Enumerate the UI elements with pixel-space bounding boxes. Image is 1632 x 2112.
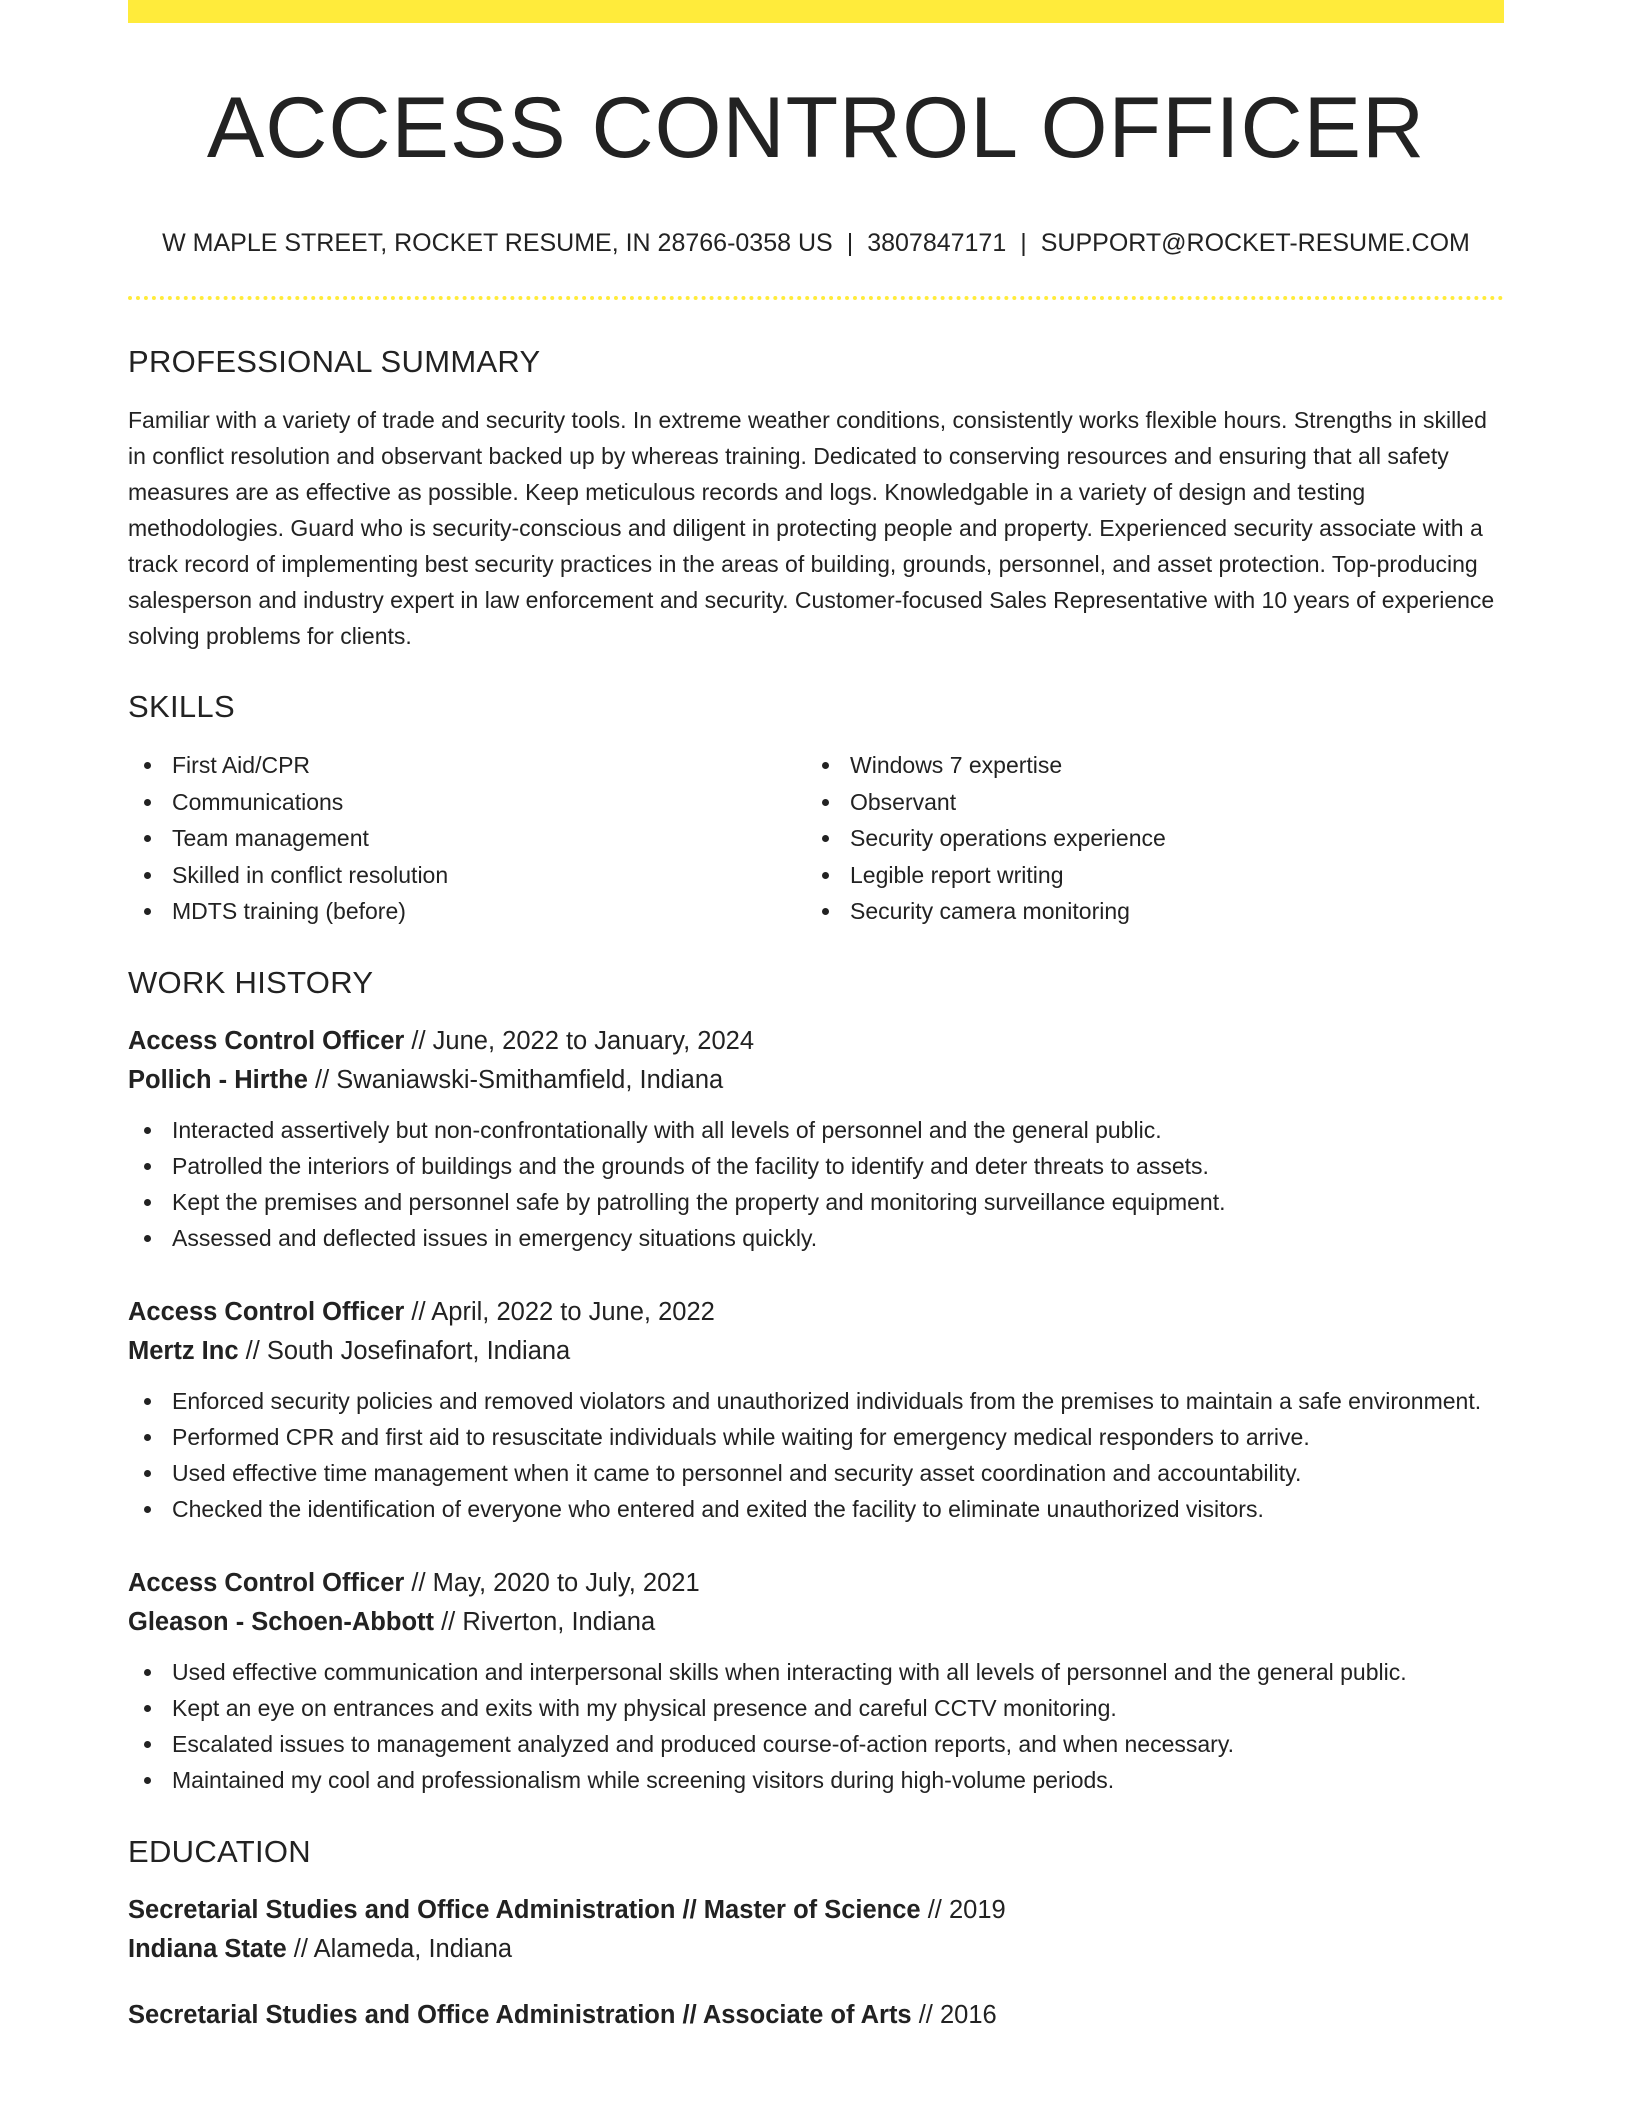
job-location: // South Josefinafort, Indiana bbox=[238, 1336, 571, 1365]
duty-item bbox=[128, 1383, 1504, 1419]
duty-item bbox=[128, 1654, 1504, 1690]
contact-phone: 3807847171 bbox=[867, 229, 1007, 257]
skill-label: Observant bbox=[850, 788, 957, 815]
job-role: Access Control Officer bbox=[128, 1568, 405, 1597]
duty-text: Enforced security policies and removed violators and unauthorized individuals from the premises to maintain a safe environment. bbox=[172, 1387, 1482, 1414]
job-role: Access Control Officer bbox=[128, 1297, 405, 1326]
duty-text: Checked the identification of everyone who entered and exited the facility to eliminate unauthorized visitors. bbox=[172, 1495, 1264, 1522]
skill-label: MDTS training (before) bbox=[172, 898, 406, 924]
bullet-icon bbox=[144, 1777, 151, 1784]
bullet-icon bbox=[144, 1741, 151, 1748]
duty-item bbox=[128, 1762, 1504, 1798]
bullet-icon bbox=[144, 1199, 151, 1206]
resume-title: ACCESS CONTROL OFFICER bbox=[206, 80, 1426, 176]
bullet-icon bbox=[144, 1398, 151, 1405]
skill-item bbox=[806, 893, 1484, 930]
skills-left-column bbox=[128, 747, 806, 930]
bullet-icon bbox=[822, 872, 829, 879]
bullet-icon bbox=[144, 1163, 151, 1170]
skill-label: Team management bbox=[172, 825, 369, 851]
job-company-line bbox=[128, 1603, 1504, 1642]
skills-grid bbox=[128, 747, 1504, 930]
education-year: // 2019 bbox=[920, 1895, 1006, 1924]
contact-email: SUPPORT@ROCKET-RESUME.COM bbox=[1040, 229, 1470, 257]
duty-item bbox=[128, 1148, 1504, 1184]
bullet-icon bbox=[822, 762, 829, 769]
skill-label: Communications bbox=[172, 788, 344, 815]
job-duties bbox=[128, 1383, 1504, 1527]
bullet-icon bbox=[822, 799, 829, 806]
skill-item bbox=[128, 857, 806, 894]
job-company-line bbox=[128, 1332, 1504, 1371]
work-history-heading: WORK HISTORY bbox=[128, 964, 374, 1000]
education-entry bbox=[128, 1996, 1504, 2035]
job-entry bbox=[128, 1293, 1504, 1527]
contact-separator: | bbox=[846, 229, 854, 257]
skill-item bbox=[128, 893, 806, 930]
job-company: Mertz Inc bbox=[128, 1336, 239, 1365]
bullet-icon bbox=[144, 872, 151, 879]
bullet-icon bbox=[144, 835, 151, 842]
education-school-line bbox=[128, 1930, 1504, 1969]
bullet-icon bbox=[144, 762, 151, 769]
job-role-line bbox=[128, 1022, 1504, 1061]
bullet-icon bbox=[144, 1506, 151, 1513]
bullet-icon bbox=[144, 1669, 151, 1676]
duty-text: Kept an eye on entrances and exits with my physical presence and careful CCTV monitoring. bbox=[172, 1694, 1117, 1721]
bullet-icon bbox=[144, 1705, 151, 1712]
duty-item bbox=[128, 1455, 1504, 1491]
duty-text: Assessed and deflected issues in emergency situations quickly. bbox=[172, 1224, 818, 1251]
contact-separator: | bbox=[1020, 229, 1027, 257]
skill-item bbox=[806, 784, 1484, 821]
job-location: // Swaniawski-Smithamfield, Indiana bbox=[307, 1065, 724, 1094]
job-company: Gleason - Schoen-Abbott bbox=[128, 1607, 434, 1636]
duty-item bbox=[128, 1491, 1504, 1527]
skill-label: Security camera monitoring bbox=[850, 898, 1130, 924]
duty-item bbox=[128, 1726, 1504, 1762]
skill-item bbox=[806, 747, 1484, 784]
education-degree: Secretarial Studies and Office Administration // Master of Science bbox=[128, 1895, 921, 1924]
job-location: // Riverton, Indiana bbox=[434, 1607, 656, 1636]
top-accent-bar bbox=[128, 0, 1504, 23]
bullet-icon bbox=[144, 1434, 151, 1441]
duty-item bbox=[128, 1112, 1504, 1148]
skill-item bbox=[806, 857, 1484, 894]
job-duties bbox=[128, 1112, 1504, 1256]
skill-label: Skilled in conflict resolution bbox=[172, 861, 449, 888]
job-dates: // April, 2022 to June, 2022 bbox=[404, 1297, 715, 1326]
duty-text: Kept the premises and personnel safe by patrolling the property and monitoring surveillance equipment. bbox=[172, 1188, 1226, 1215]
job-company: Pollich - Hirthe bbox=[128, 1065, 308, 1094]
education-degree: Secretarial Studies and Office Administration // Associate of Arts bbox=[128, 2000, 912, 2029]
skill-item bbox=[806, 820, 1484, 857]
duty-text: Interacted assertively but non-confrontationally with all levels of personnel and the general public. bbox=[172, 1116, 1162, 1143]
bullet-icon bbox=[822, 835, 829, 842]
duty-item bbox=[128, 1184, 1504, 1220]
contact-line bbox=[128, 231, 1504, 256]
contact-address: W MAPLE STREET, ROCKET RESUME, IN 28766-0358 US bbox=[162, 229, 833, 257]
education-location: // Alameda, Indiana bbox=[286, 1934, 513, 1963]
job-role-line bbox=[128, 1564, 1504, 1603]
job-role: Access Control Officer bbox=[128, 1026, 405, 1055]
duty-item bbox=[128, 1690, 1504, 1726]
duty-item bbox=[128, 1419, 1504, 1455]
education-school: Indiana State bbox=[128, 1934, 287, 1963]
duty-item bbox=[128, 1220, 1504, 1256]
summary-heading: PROFESSIONAL SUMMARY bbox=[128, 344, 541, 379]
skill-label: Legible report writing bbox=[850, 861, 1064, 888]
skill-label: Security operations experience bbox=[850, 825, 1166, 851]
skill-label: First Aid/CPR bbox=[172, 752, 311, 778]
bullet-icon bbox=[144, 1235, 151, 1242]
skill-item bbox=[128, 784, 806, 821]
duty-text: Maintained my cool and professionalism while screening visitors during high-volume periods. bbox=[172, 1766, 1115, 1793]
job-duties bbox=[128, 1654, 1504, 1798]
job-role-line bbox=[128, 1293, 1504, 1332]
resume-page bbox=[128, 0, 1504, 2035]
education-heading: EDUCATION bbox=[128, 1833, 311, 1869]
duty-text: Patrolled the interiors of buildings and the grounds of the facility to identify and deter threats to assets. bbox=[172, 1152, 1209, 1179]
skill-item bbox=[128, 820, 806, 857]
bullet-icon bbox=[144, 1127, 151, 1134]
bullet-icon bbox=[144, 799, 151, 806]
bullet-icon bbox=[144, 1470, 151, 1477]
education-entry bbox=[128, 1891, 1504, 1969]
job-dates: // May, 2020 to July, 2021 bbox=[404, 1568, 700, 1597]
skill-label: Windows 7 expertise bbox=[850, 752, 1063, 778]
education-degree-line bbox=[128, 1891, 1504, 1930]
skills-right-column bbox=[806, 747, 1484, 930]
job-entry bbox=[128, 1564, 1504, 1798]
duty-text: Escalated issues to management analyzed and produced course-of-action reports, and when necessary. bbox=[172, 1730, 1235, 1757]
bullet-icon bbox=[822, 908, 829, 915]
skill-item bbox=[128, 747, 806, 784]
dotted-divider bbox=[128, 296, 1504, 300]
job-company-line bbox=[128, 1061, 1504, 1100]
job-entry bbox=[128, 1022, 1504, 1256]
education-degree-line bbox=[128, 1996, 1504, 2035]
duty-text: Used effective communication and interpersonal skills when interacting with all levels of personnel and the general public. bbox=[172, 1658, 1407, 1685]
duty-text: Used effective time management when it came to personnel and security asset coordination and accountability. bbox=[172, 1459, 1302, 1486]
skills-heading: SKILLS bbox=[128, 689, 235, 724]
education-year: // 2016 bbox=[911, 2000, 997, 2029]
summary-text: Familiar with a variety of trade and security tools. In extreme weather conditions, consistently works flexible hours. Strengths in skilled in conflict resolution and observant backed up by whereas training. Dedicated to conserving resources and ensuring that all safety measures are as effective as possible. Keep meticulous records and logs. Knowledgable in a variety of design and testing methodologies. Guard who is security-conscious and diligent in protecting people and property. Experienced security associate with a track record of implementing best security practices in the areas of building, grounds, personnel, and asset protection. Top-producing salesperson and industry expert in law enforcement and security. Customer-focused Sales Representative with 10 years of experience solving problems for clients. bbox=[128, 407, 1495, 649]
job-dates: // June, 2022 to January, 2024 bbox=[404, 1026, 755, 1055]
duty-text: Performed CPR and first aid to resuscitate individuals while waiting for emergency medical responders to arrive. bbox=[172, 1423, 1310, 1450]
bullet-icon bbox=[144, 908, 151, 915]
